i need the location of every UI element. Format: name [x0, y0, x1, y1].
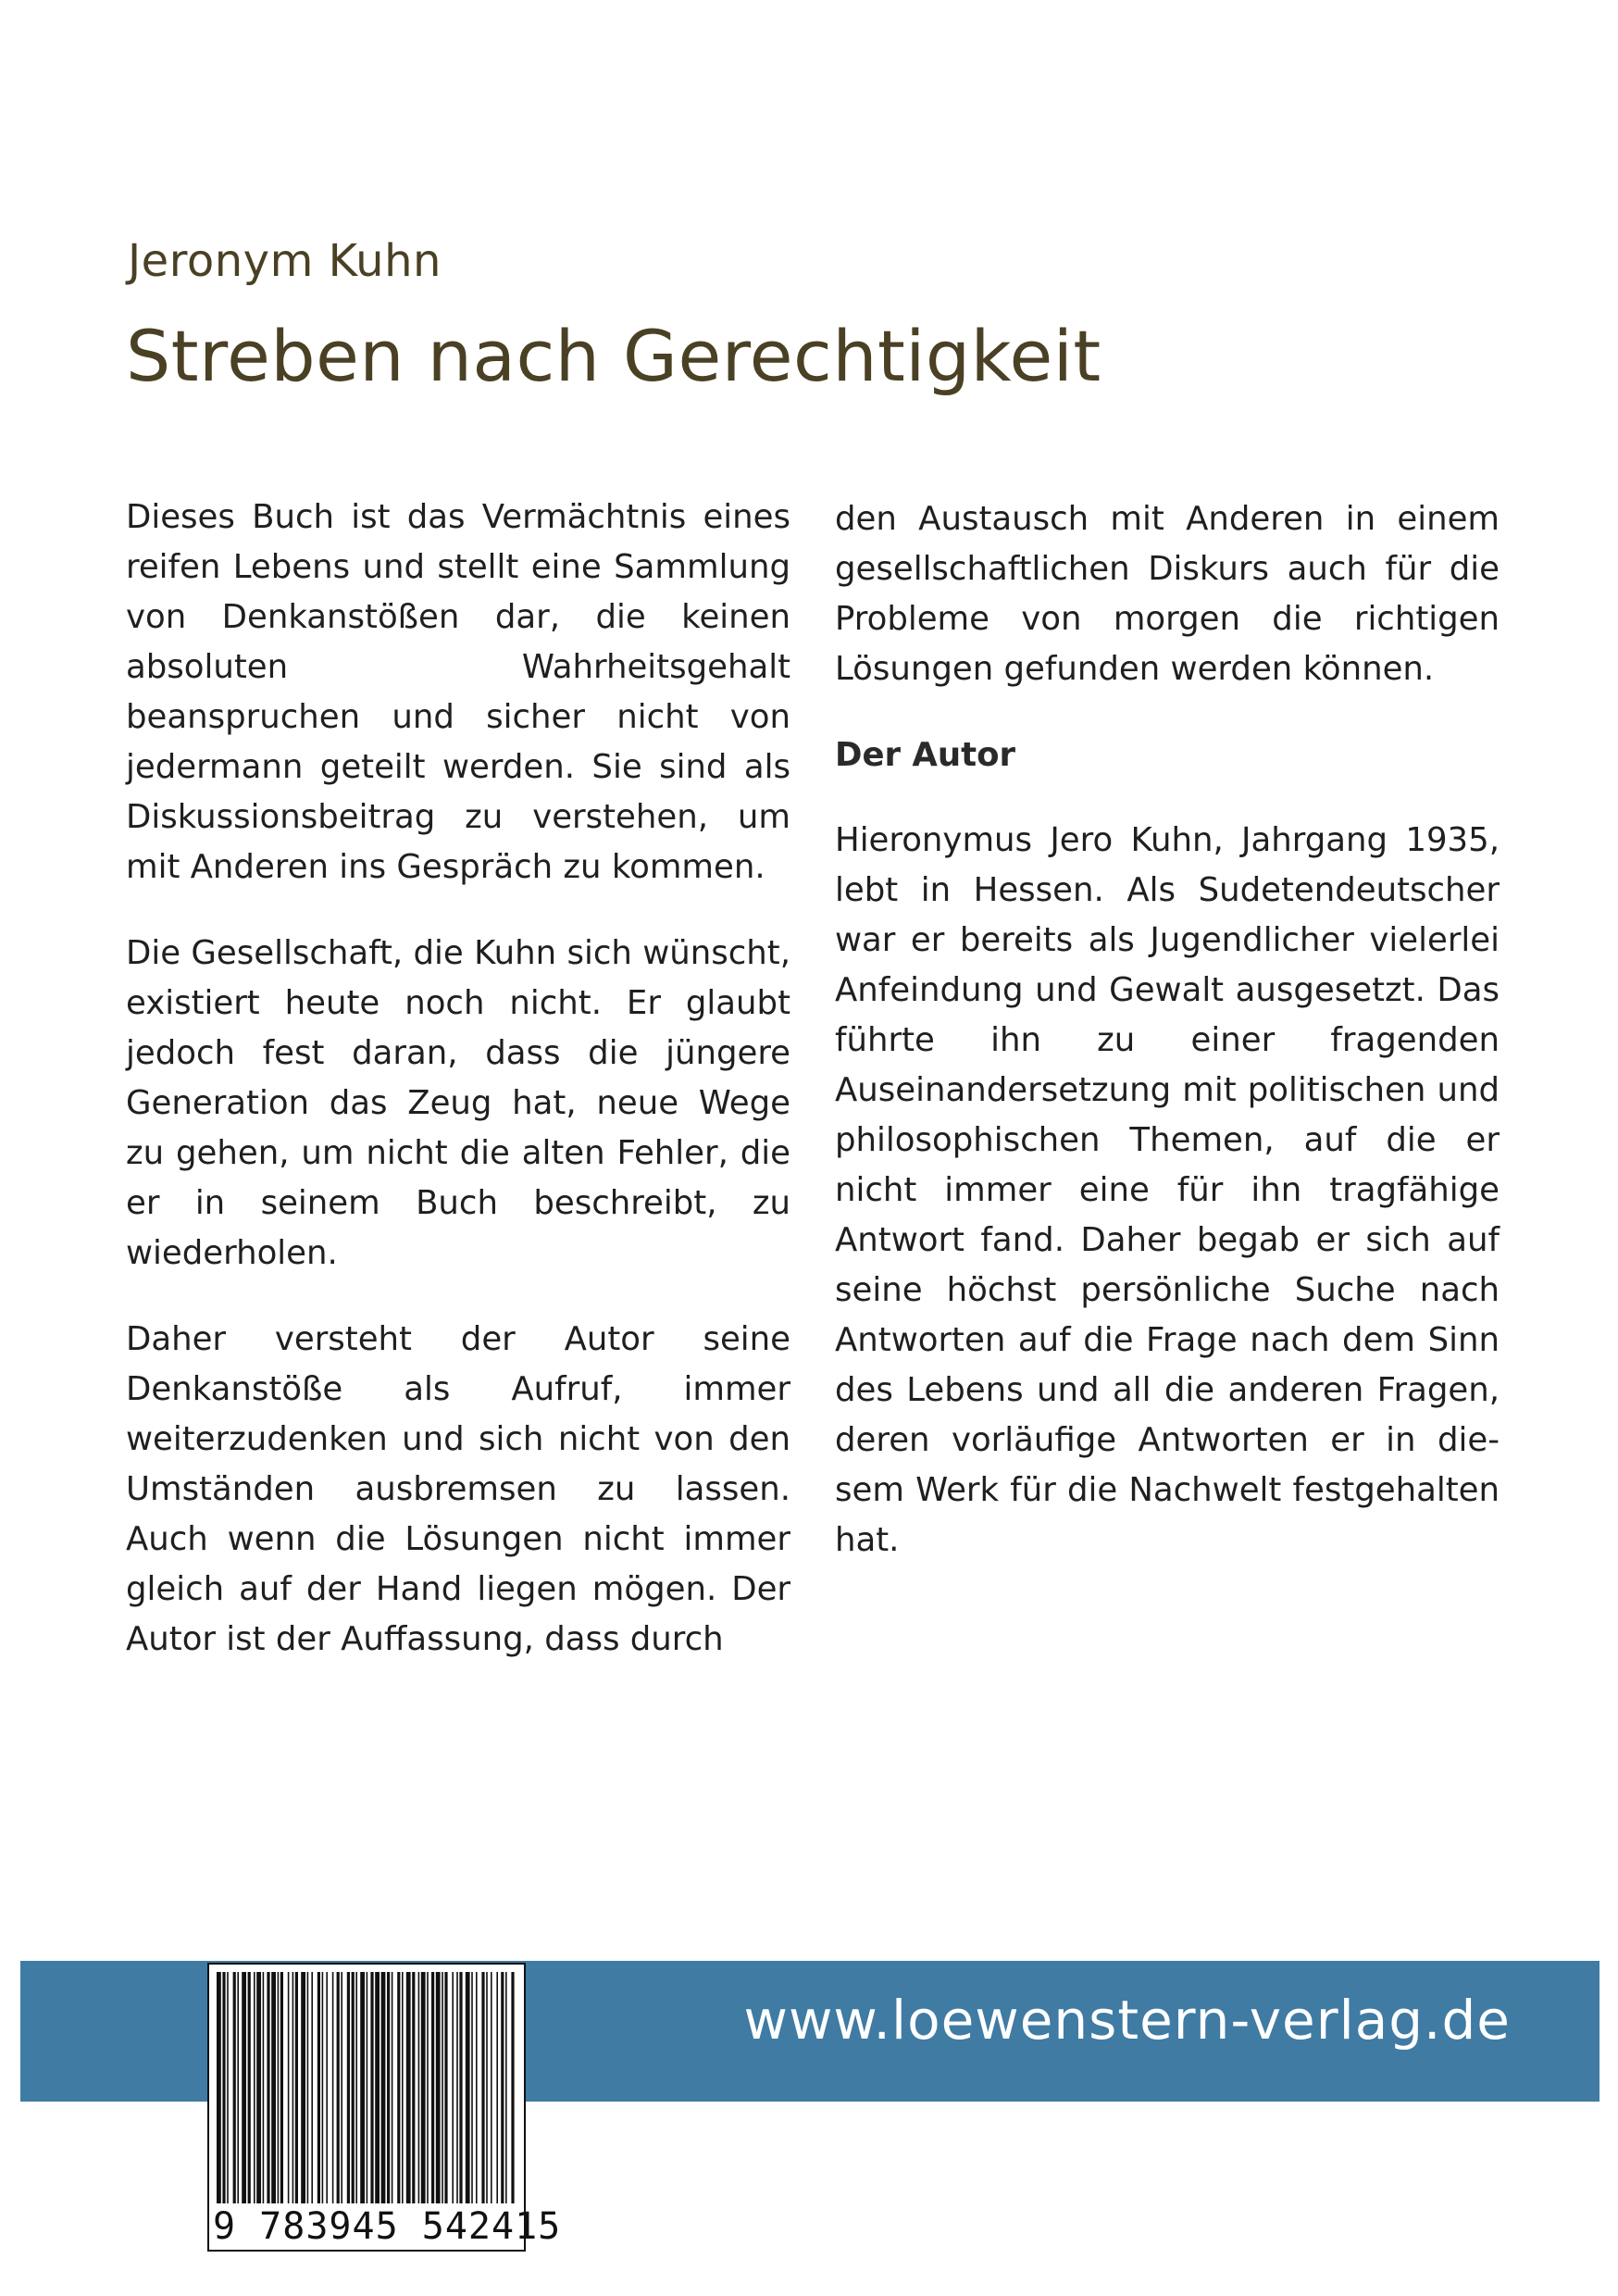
barcode-bar	[418, 1972, 420, 2203]
paragraph-continuation: den Austausch mit Anderen in einem gesellschaftlichen Diskurs auch für die Probleme von morgen die richtigen Lösungen gefunden werden können.	[835, 500, 1500, 688]
barcode-bar	[370, 1972, 373, 2203]
barcode-bar	[486, 1972, 488, 2203]
barcode-bar	[501, 1972, 504, 2203]
barcode-bar	[326, 1972, 328, 2203]
barcode-bar	[392, 1972, 393, 2203]
barcode-bar	[444, 1972, 447, 2203]
barcode-bar	[263, 1972, 265, 2203]
barcode-bar	[295, 1972, 298, 2203]
isbn-barcode	[207, 1963, 562, 2252]
author-bio: Hieronymus Jero Kuhn, Jahrgang 1935, lebt in Hessen. Als Sudetendeutscher war er bereits als Jugendlicher vielerlei Anfeindung und Gewalt ausgesetzt. Das führte ihn zu einer fragenden Auseinandersetzung mit politischen und philosophischen Themen, auf die er nicht immer eine für ihn tragfähige Antwort fand. Daher begab er sich auf seine höchst persönliche Suche nach Antworten auf die Frage nach dem Sinn des Lebens und all die anderen Fragen, deren vorläufige Antworten er in diesem Werk für die Nachwelt festgehalten hat.	[835, 821, 1500, 1559]
barcode-bar	[375, 1972, 380, 2203]
barcode-bar	[271, 1972, 276, 2203]
barcode-bar	[227, 1972, 229, 2203]
paragraph-intro: Dieses Buch ist das Vermächtnis eines reifen Lebens und stellt eine Sammlung von Denkanstößen dar, die keinen absoluten Wahrheitsgehalt beanspruchen und sicher nicht von jedermann geteilt werden. Sie sind als Diskussionsbeitrag zu verstehen, um mit Anderen ins Gespräch zu kommen.	[126, 498, 790, 886]
barcode-bar	[222, 1972, 225, 2203]
barcode-bar	[431, 1972, 434, 2203]
about-author-heading: Der Autor	[835, 736, 1016, 774]
barcode-bar	[481, 1972, 484, 2203]
barcode-bar	[402, 1972, 404, 2203]
barcode-bar	[280, 1972, 283, 2203]
barcode-bar	[248, 1972, 251, 2203]
barcode-bar	[406, 1972, 411, 2203]
barcode-bar	[332, 1972, 334, 2203]
right-text-column	[835, 494, 1500, 1602]
barcode-bar	[267, 1972, 269, 2203]
barcode-bar	[337, 1972, 340, 2203]
barcode-bar	[427, 1972, 429, 2203]
barcode-bar	[505, 1972, 507, 2203]
left-text-column	[126, 493, 790, 1701]
barcode-bar	[355, 1972, 357, 2203]
book-title: Streben nach Gerechtigkeit	[126, 315, 1101, 397]
barcode-bar	[442, 1972, 443, 2203]
barcode-bar	[456, 1972, 458, 2203]
barcode-bar	[307, 1972, 309, 2203]
barcode-bar	[233, 1972, 236, 2203]
barcode-bars	[217, 1972, 517, 2203]
barcode-bar	[288, 1972, 290, 2203]
barcode-bar	[511, 1972, 514, 2203]
barcode-bar	[360, 1972, 365, 2203]
barcode-bar	[466, 1972, 470, 2203]
barcode-bar	[367, 1972, 368, 2203]
barcode-bar	[459, 1972, 462, 2203]
barcode-bar	[317, 1972, 320, 2203]
barcode-bar	[237, 1972, 239, 2203]
barcode-bar	[491, 1972, 492, 2203]
barcode-bar	[254, 1972, 255, 2203]
barcode-bar	[217, 1972, 221, 2203]
barcode-bar	[347, 1972, 350, 2203]
barcode-bar	[292, 1972, 294, 2203]
barcode-bar	[256, 1972, 261, 2203]
barcode-bar	[242, 1972, 246, 2203]
barcode-bar	[496, 1972, 498, 2203]
barcode-bar	[471, 1972, 473, 2203]
author-name: Jeronym Kuhn	[128, 235, 442, 287]
barcode-bar	[301, 1972, 305, 2203]
barcode-bar	[452, 1972, 454, 2203]
barcode-bar	[476, 1972, 478, 2203]
publisher-url[interactable]: www.loewenstern-verlag.de	[743, 1989, 1511, 2052]
barcode-bar	[352, 1972, 355, 2203]
barcode-bar	[421, 1972, 426, 2203]
barcode-bar	[397, 1972, 400, 2203]
barcode-bar	[387, 1972, 390, 2203]
barcode-bar	[278, 1972, 280, 2203]
paragraph-society: Die Gesellschaft, die Kuhn sich wünscht, existiert heute noch nicht. Er glaubt jedoch fest daran, dass die jüngere Generation das Zeug hat, neue Wege zu gehen, um nicht die alten Fehler, die er in seinem Buch beschreibt, zu wiederholen.	[126, 934, 790, 1272]
isbn-digits: 9 783945 542415	[213, 2205, 562, 2248]
barcode-bar	[436, 1972, 441, 2203]
barcode-bar	[381, 1972, 386, 2203]
barcode-bar	[341, 1972, 342, 2203]
barcode-bar	[322, 1972, 324, 2203]
paragraph-call: Daher versteht der Autor seine Denkanstöße als Aufruf, immer weiterzudenken und sich nicht von den Umständen ausbremsen zu lassen. Auch wenn die Lösungen nicht immer gleich auf der Hand liegen mögen. Der Autor ist der Auffassung, dass durch	[126, 1320, 790, 1658]
barcode-bar	[311, 1972, 313, 2203]
barcode-bar	[412, 1972, 415, 2203]
